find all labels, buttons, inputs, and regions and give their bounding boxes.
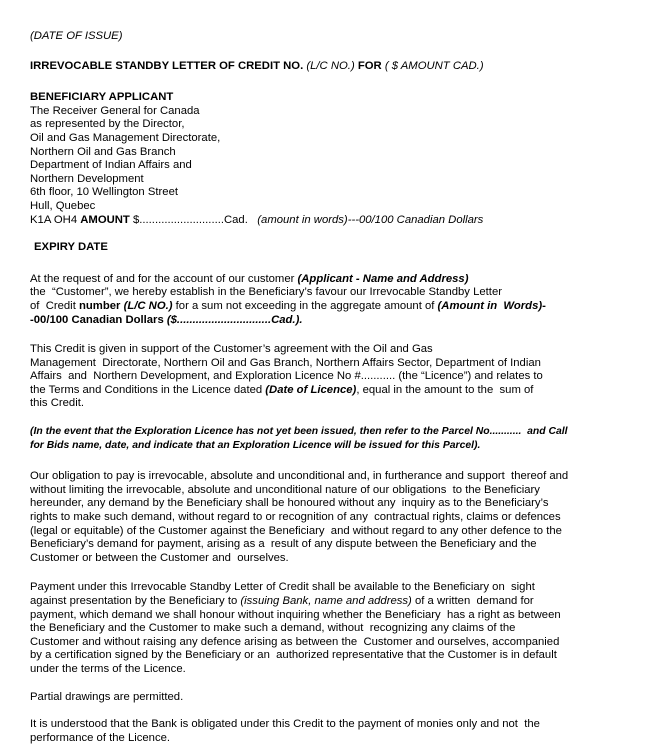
title-prefix: IRREVOCABLE STANDBY LETTER OF CREDIT NO. (30, 59, 304, 72)
para4-line-5: Customer and without raising any defence arising as between the Customer and ourselves, accompanied (30, 635, 560, 648)
para4-text: against presentation by the Beneficiary to (30, 595, 241, 607)
beneficiary-heading: BENEFICIARY APPLICANT (30, 91, 174, 104)
amount-blank: $...........................Cad. (132, 213, 248, 226)
para4-text: of a written demand for (411, 595, 534, 607)
para3-line-4: rights to make such demand, without regard to or recognition of any contractual rights, claims or defences (30, 511, 561, 524)
paragraph-support (30, 343, 652, 411)
beneficiary-line-5: Department of Indian Affairs and (30, 159, 192, 172)
para6-line-2: performance of the Licence. (30, 731, 171, 744)
para4-line-4: the Beneficiary and the Customer to make such a demand, without recognizing any claims of the (30, 622, 516, 635)
para4-line-6: by a certification signed by the Beneficiary or an authorized representative that the Customer is in default (30, 649, 557, 662)
amount-in-words: (amount in words)---00/100 Canadian Dollars (257, 213, 484, 226)
expiry-date-heading: EXPIRY DATE (34, 241, 108, 254)
beneficiary-line-3: Oil and Gas Management Directorate, (30, 131, 221, 144)
letter-of-credit-document (30, 30, 652, 745)
date-of-issue: (DATE OF ISSUE) (30, 30, 123, 42)
title-amount: ( $ AMOUNT CAD.) (384, 59, 484, 72)
para1-text: At the request of and for the account of our customer (30, 272, 298, 285)
amount-words-placeholder: (Amount in Words) (437, 299, 543, 312)
para2-line-2: Management Directorate, Northern Oil and Gas Branch, Northern Affairs Sector, Department of Indian (30, 356, 541, 369)
issuing-bank-placeholder: (issuing Bank, name and address) (240, 595, 412, 607)
paragraph-obligation (30, 470, 652, 565)
para2-line-3: Affairs and Northern Development, and Exploration Licence No #........... (the “Licence”) and relates to (30, 370, 543, 383)
para3-line-5: (legal or equitable) of the Customer against the Beneficiary and without regard to any other defence to the (30, 524, 562, 537)
beneficiary-line-1: The Receiver General for Canada (30, 104, 200, 117)
para4-line-2 (30, 595, 652, 609)
document-title (30, 60, 652, 74)
note-line-2: for Bids name, date, and indicate that an Exploration Licence will be issued for this Parcel). (30, 439, 481, 451)
para2-line-5: this Credit. (30, 397, 84, 410)
para2-line-4 (30, 384, 652, 398)
exploration-licence-note (30, 425, 652, 452)
para2-text: the Terms and Conditions in the Licence dated (30, 383, 266, 396)
lc-no-placeholder: (L/C NO.) (123, 299, 173, 312)
beneficiary-amount-line (30, 214, 652, 228)
para1-text: for a sum not exceeding in the aggregate amount of (172, 299, 438, 312)
para1-text: of Credit (30, 299, 79, 312)
para3-line-2: without limiting the irrevocable, absolute and unconditional nature of our obligations to the Beneficiary (30, 483, 540, 496)
para1-line-1 (30, 273, 652, 287)
para2-text: , equal in the amount to the sum of (356, 383, 534, 396)
paragraph-bank-obligation (30, 718, 652, 745)
amount-label: AMOUNT (80, 213, 130, 226)
para1-line-4 (30, 314, 652, 328)
beneficiary-line-6: Northern Development (30, 172, 144, 185)
para3-line-1: Our obligation to pay is irrevocable, absolute and unconditional and, in furtherance and support thereof and (30, 470, 569, 483)
partial-drawings-text: Partial drawings are permitted. (30, 690, 184, 703)
beneficiary-line-8: Hull, Quebec (30, 199, 96, 212)
title-for: FOR (357, 59, 382, 72)
beneficiary-line-7: 6th floor, 10 Wellington Street (30, 186, 178, 199)
para4-line-7: under the terms of the Licence. (30, 662, 186, 675)
number-word: number (78, 299, 124, 312)
para3-line-3: hereunder, any demand by the Beneficiary shall be honoured without any inquiry as to the Beneficiary’s (30, 497, 549, 510)
para2-line-1: This Credit is given in support of the Customer’s agreement with the Oil and Gas (30, 343, 433, 356)
para1-line-2: the “Customer”, we hereby establish in the Beneficiary’s favour our Irrevocable Standby Letter (30, 286, 502, 299)
note-line-1: (In the event that the Exploration Licence has not yet been issued, then refer to the Parcel No........... and Call (30, 426, 568, 438)
para4-line-3: payment, which demand we shall honour without inquiring whether the Beneficiary has a right as between (30, 608, 561, 621)
beneficiary-line-4: Northern Oil and Gas Branch (30, 145, 176, 158)
para3-line-7: Customer or between the Customer and ourselves. (30, 551, 289, 564)
dash: - (542, 299, 546, 312)
canadian-dollars: -00/100 Canadian Dollars (30, 313, 167, 326)
para4-line-1: Payment under this Irrevocable Standby Letter of Credit shall be available to the Beneficiary on sight (30, 581, 535, 594)
para1-line-3 (30, 300, 652, 314)
postal-code: K1A OH4 (30, 213, 78, 226)
amount-blank-placeholder: ($..............................Cad.). (166, 313, 303, 326)
para6-line-1: It is understood that the Bank is obligated under this Credit to the payment of monies only and not the (30, 718, 540, 731)
date-of-licence-placeholder: (Date of Licence) (265, 383, 357, 396)
title-lc-no: (L/C NO.) (306, 59, 355, 72)
paragraph-request (30, 273, 652, 327)
para3-line-6: Beneficiary’s demand for payment, arising as a result of any dispute between the Beneficiary and the (30, 538, 537, 551)
applicant-placeholder: (Applicant - Name and Address) (297, 272, 469, 285)
beneficiary-line-2: as represented by the Director, (30, 118, 185, 131)
paragraph-payment (30, 581, 652, 676)
